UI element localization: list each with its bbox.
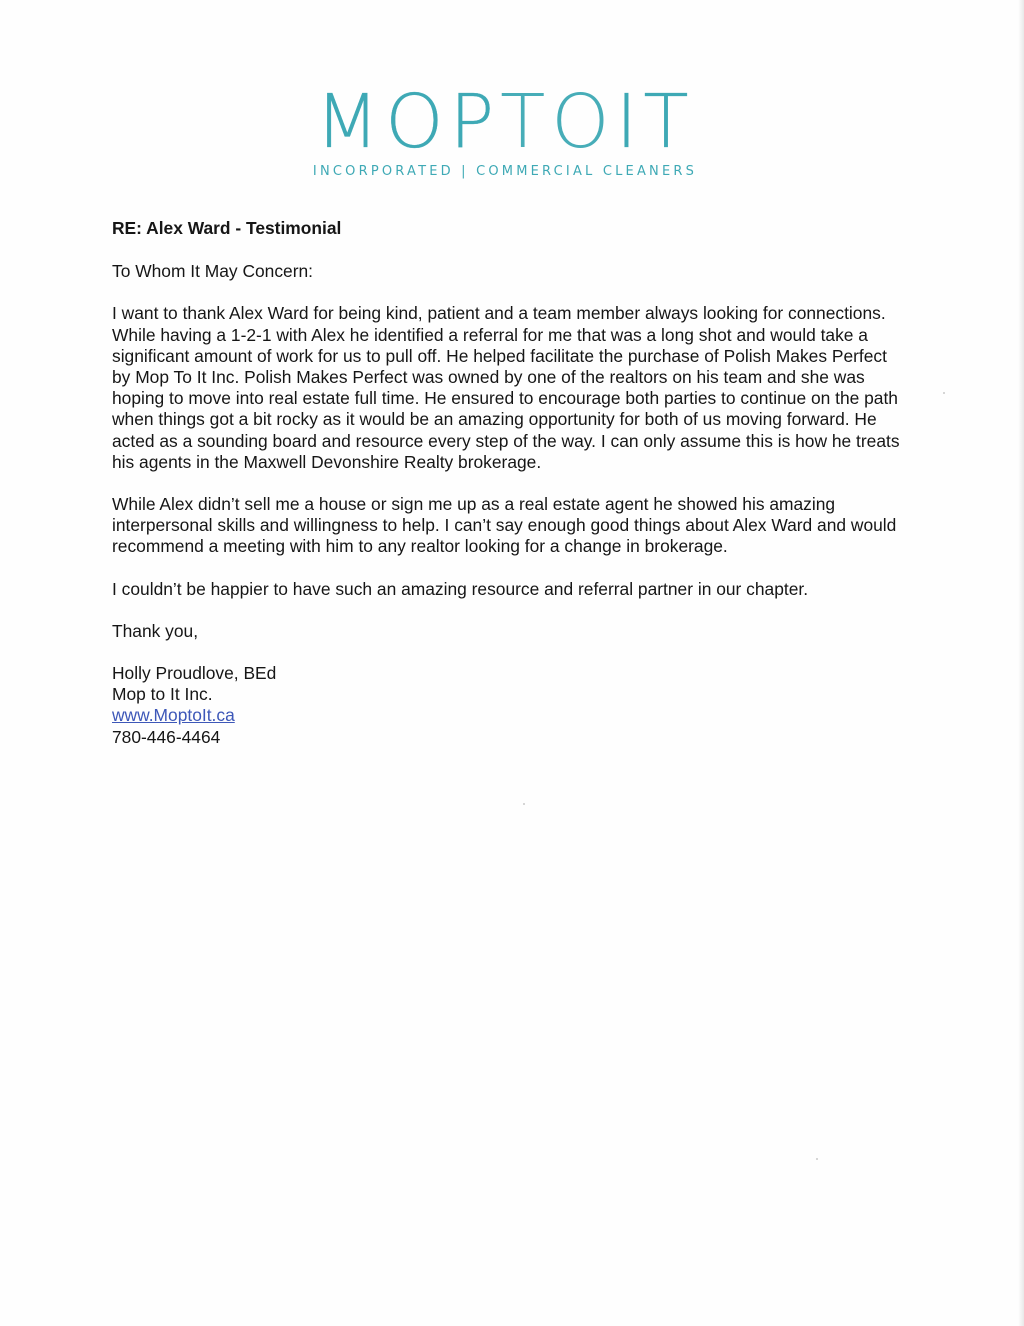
logo-wordmark-part-1: MOP [315, 79, 501, 165]
logo-wordmark-part-3: IT [615, 79, 695, 165]
website-link[interactable]: www.MoptoIt.ca [112, 705, 235, 726]
letter-paragraph: While Alex didn’t sell me a house or sign me up as a real estate agent he showed his amazing interpersonal skills and willingness to help. I can’t say enough good things about Alex Ward and would recommend a meeting with him to any realtor looking for a change in brokerage. [112, 494, 897, 557]
letter-body [112, 218, 902, 769]
letter-closing: Thank you, [112, 620, 199, 641]
letter-paragraph: I couldn’t be happier to have such an amazing resource and referral partner in our chapter. [112, 578, 809, 599]
scan-speck [816, 1158, 818, 1160]
logo-wordmark-part-2: TO [500, 79, 616, 165]
signature-company: Mop to It Inc. [112, 684, 213, 705]
letter-salutation: To Whom It May Concern: [112, 261, 314, 282]
signature-name: Holly Proudlove, BEd [112, 663, 277, 684]
letter-paragraph: I want to thank Alex Ward for being kind, patient and a team member always looking for connections. While having a 1-2-1 with Alex he identified a referral for me that was a long shot and would take a significant amount of work for us to pull off. He helped facilitate the purchase of Polish Makes Perfect by Mop To It Inc. Polish Makes Perfect was owned by one of the realtors on his team and she was hoping to move into real estate full time. He ensured to encourage both parties to continue on the path when things got a bit rocky as it would be an amazing opportunity for both of us moving forward. He acted as a sounding board and resource every step of the way. I can only assume this is how he treats his agents in the Maxwell Devonshire Realty brokerage. [112, 303, 900, 472]
signature-block [112, 663, 902, 748]
logo-tagline: INCORPORATED | COMMERCIAL CLEANERS [312, 164, 698, 179]
scan-speck [943, 392, 945, 394]
scan-edge-shadow [1018, 0, 1024, 1326]
company-logo [0, 79, 1010, 179]
letter-subject: RE: Alex Ward - Testimonial [112, 218, 342, 238]
signature-phone: 780-446-4464 [112, 726, 221, 747]
scan-speck [523, 803, 525, 805]
logo-wordmark [0, 79, 1010, 165]
